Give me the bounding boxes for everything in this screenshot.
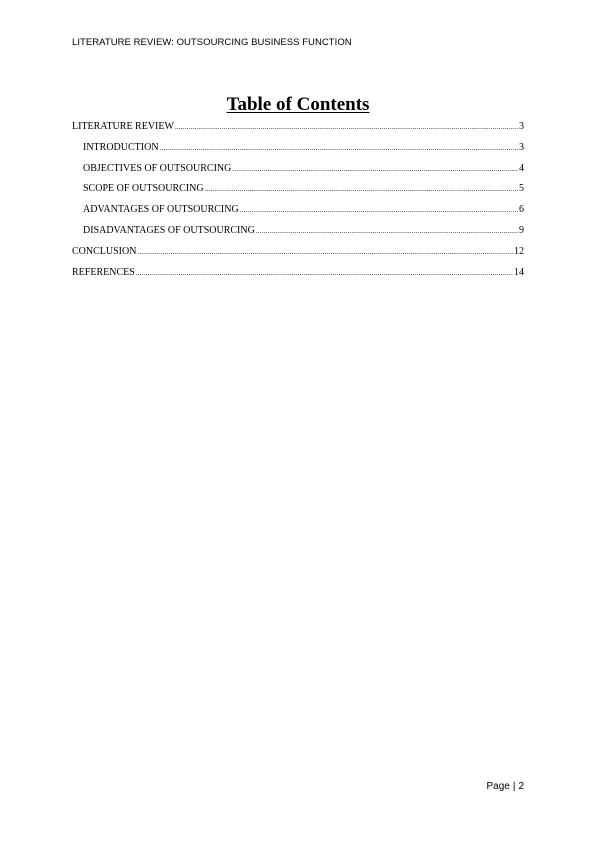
toc-entry-advantages-of-outsourcing[interactable] — [72, 204, 524, 225]
toc-dot-leader — [160, 142, 518, 154]
footer-page-number: 2 — [518, 781, 524, 792]
toc-entry-label: REFERENCES — [72, 266, 135, 278]
table-of-contents — [72, 121, 524, 287]
toc-dot-leader — [136, 267, 513, 279]
page-footer — [486, 781, 524, 792]
running-header: LITERATURE REVIEW: OUTSOURCING BUSINESS FUNCTION — [72, 37, 352, 48]
footer-page-label: Page — [486, 781, 510, 792]
toc-entry-label: ADVANTAGES OF OUTSOURCING — [83, 204, 239, 216]
toc-dot-leader — [175, 121, 518, 133]
toc-dot-leader — [137, 246, 513, 258]
toc-entry-disadvantages-of-outsourcing[interactable] — [72, 225, 524, 246]
toc-dot-leader — [240, 204, 518, 216]
toc-entry-objectives-of-outsourcing[interactable] — [72, 163, 524, 184]
toc-entry-page: 9 — [519, 224, 524, 236]
toc-entry-label: LITERATURE REVIEW — [72, 121, 174, 132]
toc-entry-page: 12 — [514, 245, 524, 257]
toc-entry-page: 3 — [519, 121, 524, 132]
toc-dot-leader — [256, 225, 518, 237]
toc-entry-label: INTRODUCTION — [83, 141, 159, 153]
toc-entry-literature-review[interactable] — [72, 121, 524, 142]
toc-entry-label: OBJECTIVES OF OUTSOURCING — [83, 162, 232, 174]
toc-entry-label: SCOPE OF OUTSOURCING — [83, 183, 204, 195]
toc-entry-conclusion[interactable] — [72, 246, 524, 267]
toc-entry-page: 14 — [514, 266, 524, 278]
toc-entry-label: DISADVANTAGES OF OUTSOURCING — [83, 224, 255, 236]
toc-entry-scope-of-outsourcing[interactable] — [72, 183, 524, 204]
toc-dot-leader — [232, 163, 518, 175]
toc-entry-page: 4 — [519, 162, 524, 174]
footer-separator: | — [512, 781, 516, 792]
toc-entry-page: 5 — [519, 183, 524, 195]
toc-entry-page: 6 — [519, 204, 524, 216]
toc-entry-page: 3 — [519, 141, 524, 153]
toc-dot-leader — [205, 183, 518, 195]
toc-title: Table of Contents — [226, 94, 370, 115]
toc-entry-label: CONCLUSION — [72, 245, 137, 257]
toc-entry-references[interactable] — [72, 267, 524, 288]
toc-entry-introduction[interactable] — [72, 142, 524, 163]
